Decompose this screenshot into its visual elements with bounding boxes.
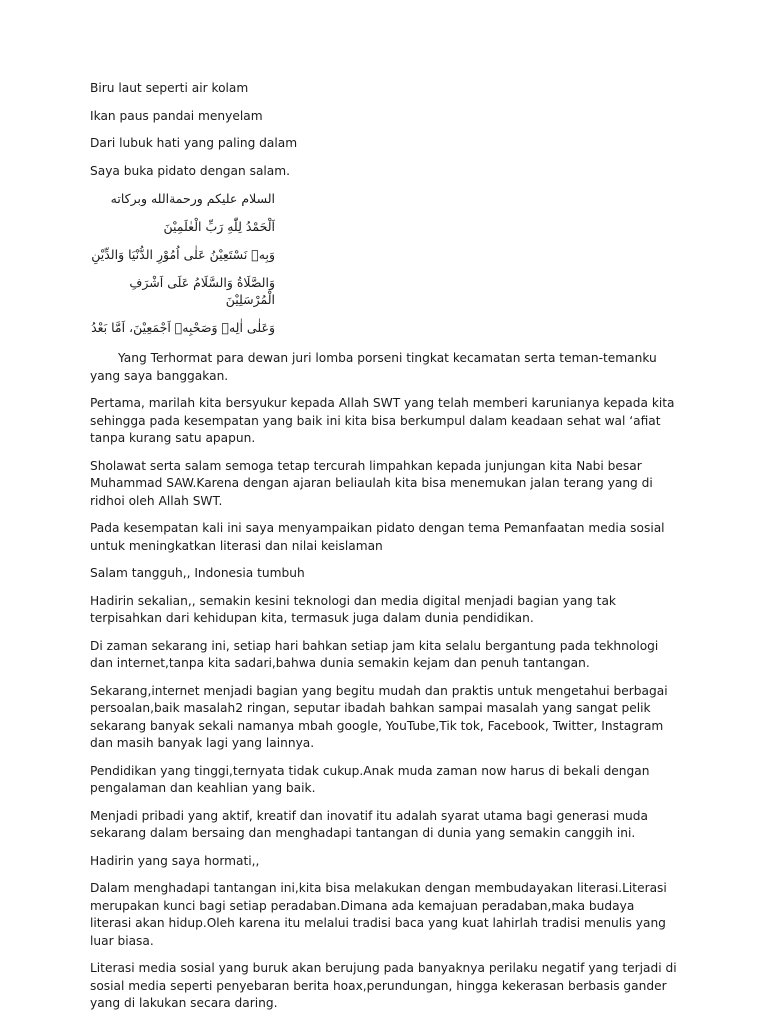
document-page: [90, 80, 678, 1023]
paragraph-technology: Hadirin sekalian,, semakin kesini teknologi dan media digital menjadi bagian yang tak terpisahkan dari kehidupan kita, termasuk juga dalam dunia pendidikan.: [90, 593, 616, 625]
poem-line-4: Saya buka pidato dengan salam.: [90, 163, 291, 178]
arabic-line-2: اَلْحَمْدُ لِلّٰهِ رَبِّ الْعٰلَمِيْنَ: [163, 219, 275, 234]
poem-line-1: Biru laut seperti air kolam: [90, 81, 249, 95]
paragraph-greeting: Yang Terhormat para dewan juri lomba porseni tingkat kecamatan serta teman-temanku yang saya banggakan.: [90, 351, 657, 383]
poem-line-3: Dari lubuk hati yang paling dalam: [90, 136, 298, 150]
paragraph-hadirin: Hadirin yang saya hormati,,: [90, 853, 260, 868]
paragraph-zaman: Di zaman sekarang ini, setiap hari bahkan setiap jam kita selalu bergantung pada tekhnologi dan internet,tanpa kita sadari,bahwa dunia semakin kejam dan penuh tantangan.: [90, 638, 659, 670]
arabic-opening: [90, 190, 678, 336]
arabic-line-3: وَبِهٖ نَسْتَعِيْنُ عَلٰى اُمُوْرِ الدُّنْيَا وَالدِّيْنِ: [91, 247, 275, 262]
paragraph-internet: Sekarang,internet menjadi bagian yang begitu mudah dan praktis untuk mengetahui berbagai persoalan,baik masalah2 ringan, seputar ibadah bahkan sampai masalah yang sangat pelik sekarang banyak sekali namanya mbah google, YouTube,Tik tok, Facebook, Twitter, Instagram dan masih banyak lagi yang lainnya.: [90, 683, 668, 750]
paragraph-salam: Salam tangguh,, Indonesia tumbuh: [90, 566, 305, 580]
paragraph-media-sosial: Literasi media sosial yang buruk akan berujung pada banyaknya perilaku negatif yang terjadi di sosial media seperti penyebaran berita hoax,perundungan, hingga kekerasan berbasis gander yang di lakukan secara daring.: [90, 961, 677, 1010]
arabic-line-4: وَالصَّلَاةُ وَالسَّلَامُ عَلَى اَشْرَفِ الْمُرْسَلِيْنَ: [129, 275, 275, 307]
paragraph-theme: Pada kesempatan kali ini saya menyampaikan pidato dengan tema Pemanfaatan media sosial untuk meningkatkan literasi dan nilai keislaman: [90, 521, 665, 553]
poem-line-2: Ikan paus pandai menyelam: [90, 108, 263, 123]
arabic-line-1: السلام عليكم ورحمةالله وبركاته: [110, 191, 275, 206]
paragraph-pendidikan: Pendidikan yang tinggi,ternyata tidak cukup.Anak muda zaman now harus di bekali dengan pengalaman dan keahlian yang baik.: [90, 763, 650, 795]
paragraph-sholawat: Sholawat serta salam semoga tetap tercurah limpahkan kepada junjungan kita Nabi besar Muhammad SAW.Karena dengan ajaran beliaulah kita bisa menemukan jalan terang yang di ridhoi oleh Allah SWT.: [90, 458, 653, 508]
paragraph-gratitude: Pertama, marilah kita bersyukur kepada Allah SWT yang telah memberi karunianya kepada kita sehingga pada kesempatan yang baik ini kita bisa berkumpul dalam keadaan sehat wal ‘afiat tanpa kurang satu apapun.: [90, 396, 675, 445]
paragraph-literasi: Dalam menghadapi tantangan ini,kita bisa melakukan dengan membudayakan literasi.Literasi merupakan kunci bagi setiap peradaban.Dimana ada kemajuan peradaban,maka budaya literasi akan hidup.Oleh karena itu melalui tradisi baca yang kuat lahirlah tradisi menulis yang luar biasa.: [90, 881, 667, 948]
paragraph-pribadi: Menjadi pribadi yang aktif, kreatif dan inovatif itu adalah syarat utama bagi generasi muda sekarang dalam bersaing dan menghadapi tantangan di dunia yang semakin canggih ini.: [90, 808, 648, 840]
arabic-line-5: وَعَلٰى اٰلِهٖ وَصَحْبِهٖ اَجْمَعِيْنَ، اَمَّا بَعْدُ: [91, 320, 275, 335]
